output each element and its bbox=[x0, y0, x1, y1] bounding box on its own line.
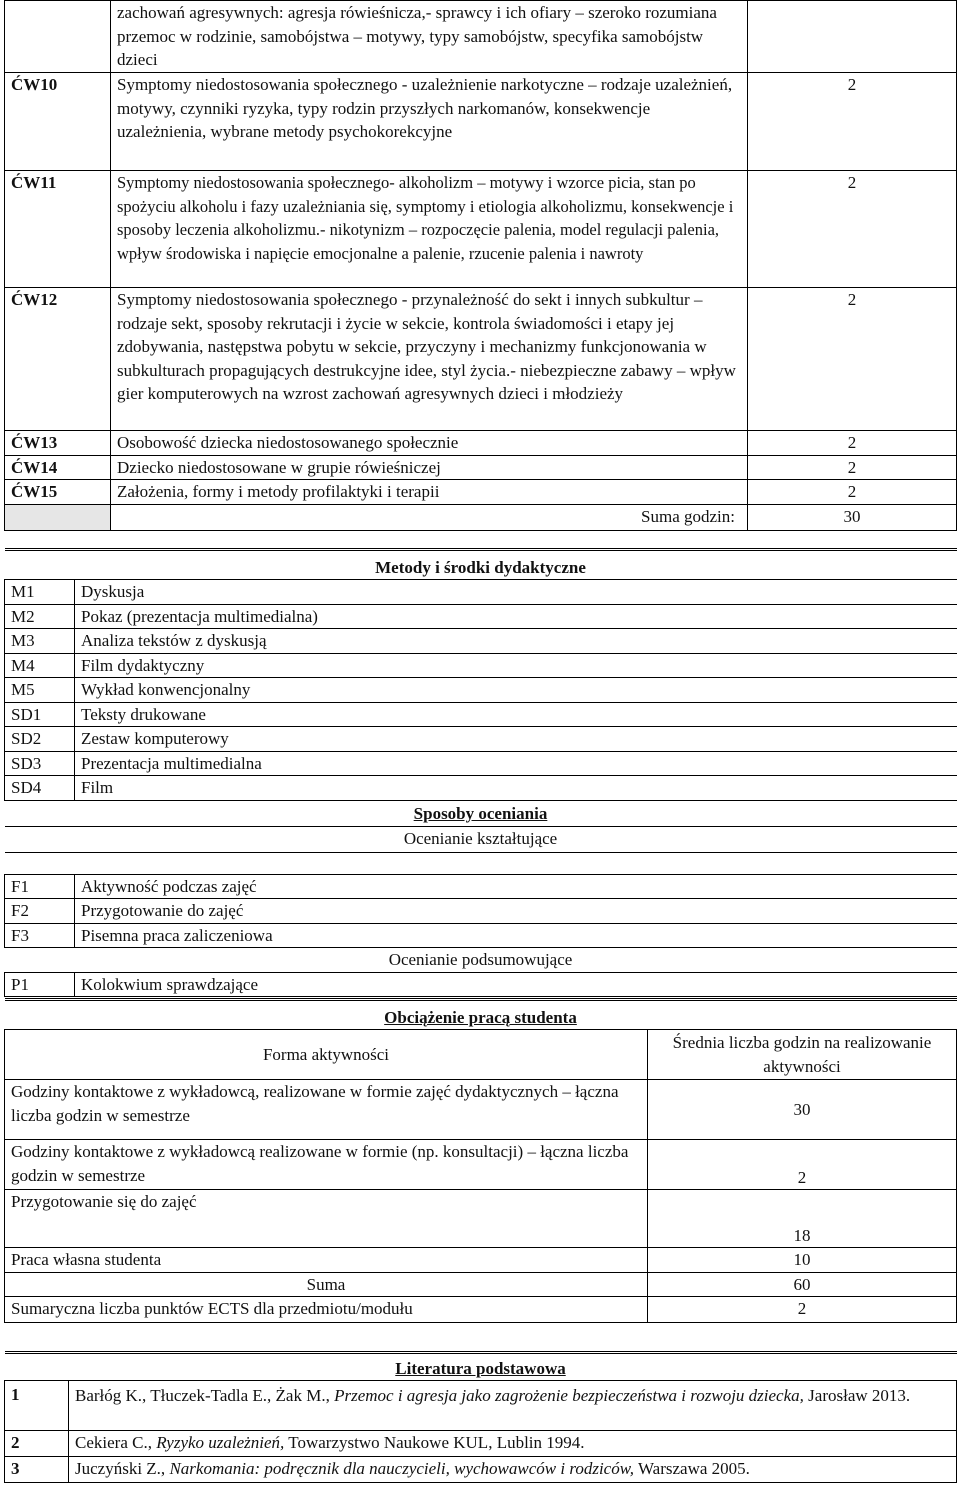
workload-title: Obciążenie pracą studenta bbox=[5, 1000, 957, 1030]
literature-item bbox=[5, 1457, 957, 1483]
class-code bbox=[5, 1, 111, 73]
class-topic: Symptomy niedostosowania społecznego - uzależnienie narkotyczne – rodzaje uzależnień, motywy, czynniki ryzyka, typy rodzin przyszłych narkomanów, konsekwencje uzależnienia, wybrane metody psychokorekcyjne bbox=[111, 73, 748, 171]
methods-table bbox=[4, 548, 957, 997]
literature-title-text: Ryzyko uzależnień, bbox=[156, 1433, 285, 1452]
literature-entry bbox=[69, 1431, 957, 1457]
class-code: ĆW12 bbox=[5, 288, 111, 431]
workload-header-row bbox=[5, 1000, 957, 1030]
class-hours: 2 bbox=[748, 73, 957, 171]
literature-publisher: Towarzystwo Naukowe KUL, Lublin 1994. bbox=[288, 1433, 585, 1452]
formative-text: Aktywność podczas zajęć bbox=[75, 874, 957, 899]
workload-value: 10 bbox=[648, 1248, 957, 1273]
sum-row bbox=[5, 504, 957, 530]
summative-title: Ocenianie podsumowujące bbox=[5, 948, 957, 973]
literature-header-row bbox=[5, 1353, 957, 1381]
literature-title-text: Narkomania: podręcznik dla nauczycieli, wychowawców i rodziców, bbox=[169, 1459, 635, 1478]
table-row bbox=[5, 874, 957, 899]
table-row bbox=[5, 480, 957, 505]
table-row bbox=[5, 899, 957, 924]
sum-value: 30 bbox=[748, 504, 957, 530]
workload-col-header bbox=[5, 1030, 957, 1080]
class-hours bbox=[748, 1, 957, 73]
workload-sum-value: 60 bbox=[648, 1272, 957, 1297]
classes-table bbox=[4, 0, 957, 531]
summative-header-row bbox=[5, 948, 957, 973]
sum-label: Suma godzin: bbox=[111, 504, 748, 530]
formative-text: Przygotowanie do zajęć bbox=[75, 899, 957, 924]
ects-row bbox=[5, 1297, 957, 1323]
class-hours: 2 bbox=[748, 455, 957, 480]
table-row bbox=[5, 678, 957, 703]
class-topic: zachowań agresywnych: agresja rówieśnicza,- sprawcy i ich ofiary – szeroko rozumiana przemoc w rodzinie, samobójstwa – motywy, typy samobójstw, specyfika samobójstw dzieci bbox=[111, 1, 748, 73]
class-code: ĆW10 bbox=[5, 73, 111, 171]
table-row bbox=[5, 751, 957, 776]
literature-num: 1 bbox=[5, 1381, 69, 1431]
literature-entry bbox=[69, 1457, 957, 1483]
class-topic: Osobowość dziecka niedostosowanego społecznie bbox=[111, 431, 748, 456]
spacer-row bbox=[5, 852, 957, 874]
table-row bbox=[5, 727, 957, 752]
sum-filler bbox=[5, 504, 111, 530]
methods-title: Metody i środki dydaktyczne bbox=[5, 550, 957, 580]
workload-value: 18 bbox=[648, 1190, 957, 1248]
literature-item bbox=[5, 1381, 957, 1431]
formative-code: F2 bbox=[5, 899, 75, 924]
workload-label: Przygotowanie się do zajęć bbox=[5, 1190, 648, 1248]
workload-table bbox=[4, 998, 957, 1323]
table-row bbox=[5, 653, 957, 678]
class-hours: 2 bbox=[748, 431, 957, 456]
method-text: Pokaz (prezentacja multimedialna) bbox=[75, 604, 957, 629]
table-row bbox=[5, 776, 957, 801]
ects-value: 2 bbox=[648, 1297, 957, 1323]
literature-publisher: Jarosław 2013. bbox=[808, 1386, 911, 1405]
class-code: ĆW11 bbox=[5, 171, 111, 288]
literature-item bbox=[5, 1431, 957, 1457]
formative-code: F3 bbox=[5, 923, 75, 948]
method-code: SD4 bbox=[5, 776, 75, 801]
table-row bbox=[5, 73, 957, 171]
table-row bbox=[5, 923, 957, 948]
method-text: Film bbox=[75, 776, 957, 801]
workload-sum-row bbox=[5, 1272, 957, 1297]
table-row bbox=[5, 288, 957, 431]
table-row bbox=[5, 455, 957, 480]
methods-header-row bbox=[5, 550, 957, 580]
workload-value: 30 bbox=[648, 1080, 957, 1140]
table-row bbox=[5, 1140, 957, 1190]
method-text: Zestaw komputerowy bbox=[75, 727, 957, 752]
table-row bbox=[5, 580, 957, 605]
assessment-header-row bbox=[5, 800, 957, 826]
workload-label: Praca własna studenta bbox=[5, 1248, 648, 1273]
hours-header: Średnia liczba godzin na realizowanie aktywności bbox=[648, 1030, 957, 1080]
table-row bbox=[5, 702, 957, 727]
method-text: Film dydaktyczny bbox=[75, 653, 957, 678]
table-row bbox=[5, 171, 957, 288]
literature-authors: Barłóg K., Tłuczek-Tadla E., Żak M., bbox=[75, 1386, 330, 1405]
spacer bbox=[5, 852, 957, 874]
literature-num: 3 bbox=[5, 1457, 69, 1483]
method-code: SD1 bbox=[5, 702, 75, 727]
table-row bbox=[5, 972, 957, 997]
table-row bbox=[5, 1248, 957, 1273]
method-code: M5 bbox=[5, 678, 75, 703]
literature-table bbox=[4, 1351, 957, 1483]
assessment-title: Sposoby oceniania bbox=[5, 800, 957, 826]
workload-label: Godziny kontaktowe z wykładowcą realizowane w formie (np. konsultacji) – łączna liczba godzin w semestrze bbox=[5, 1140, 648, 1190]
formative-text: Pisemna praca zaliczeniowa bbox=[75, 923, 957, 948]
table-row bbox=[5, 1190, 957, 1248]
class-code: ĆW14 bbox=[5, 455, 111, 480]
method-text: Teksty drukowane bbox=[75, 702, 957, 727]
literature-authors: Cekiera C., bbox=[75, 1433, 152, 1452]
class-topic: Założenia, formy i metody profilaktyki i terapii bbox=[111, 480, 748, 505]
literature-entry bbox=[69, 1381, 957, 1431]
class-hours: 2 bbox=[748, 288, 957, 431]
method-text: Wykład konwencjonalny bbox=[75, 678, 957, 703]
method-code: SD3 bbox=[5, 751, 75, 776]
method-code: SD2 bbox=[5, 727, 75, 752]
workload-sum-label: Suma bbox=[5, 1272, 648, 1297]
class-code: ĆW13 bbox=[5, 431, 111, 456]
method-text: Analiza tekstów z dyskusją bbox=[75, 629, 957, 654]
formative-header-row bbox=[5, 826, 957, 852]
workload-value: 2 bbox=[648, 1140, 957, 1190]
formative-code: F1 bbox=[5, 874, 75, 899]
table-row bbox=[5, 629, 957, 654]
table-row bbox=[5, 1, 957, 73]
table-row bbox=[5, 1080, 957, 1140]
workload-label: Godziny kontaktowe z wykładowcą, realizowane w formie zajęć dydaktycznych – łączna liczba godzin w semestrze bbox=[5, 1080, 648, 1140]
summative-code: P1 bbox=[5, 972, 75, 997]
form-header: Forma aktywności bbox=[5, 1030, 648, 1080]
literature-title: Literatura podstawowa bbox=[5, 1353, 957, 1381]
method-code: M1 bbox=[5, 580, 75, 605]
literature-authors: Juczyński Z., bbox=[75, 1459, 166, 1478]
class-topic: Dziecko niedostosowane w grupie rówieśniczej bbox=[111, 455, 748, 480]
method-code: M3 bbox=[5, 629, 75, 654]
literature-publisher: Warszawa 2005. bbox=[638, 1459, 750, 1478]
method-text: Dyskusja bbox=[75, 580, 957, 605]
formative-title: Ocenianie kształtujące bbox=[5, 826, 957, 852]
table-row bbox=[5, 604, 957, 629]
ects-label: Sumaryczna liczba punktów ECTS dla przedmiotu/modułu bbox=[5, 1297, 648, 1323]
class-code: ĆW15 bbox=[5, 480, 111, 505]
method-code: M4 bbox=[5, 653, 75, 678]
summative-text: Kolokwium sprawdzające bbox=[75, 972, 957, 997]
method-text: Prezentacja multimedialna bbox=[75, 751, 957, 776]
class-hours: 2 bbox=[748, 171, 957, 288]
class-topic: Symptomy niedostosowania społecznego- alkoholizm – motywy i wzorce picia, stan po spożyciu alkoholu i fazy uzależniania się, symptomy i etiologia alkoholizmu, konsekwencje i sposoby leczenia alkoholizmu.- nikotynizm – rozpoczęcie palenia, model regulacji palenia, wpływ środowiska i napięcie emocjonalne a palenie, rzucenie palenia i nawroty bbox=[111, 171, 748, 288]
literature-title-text: Przemoc i agresja jako zagrożenie bezpieczeństwa i rozwoju dziecka, bbox=[334, 1386, 804, 1405]
class-topic: Symptomy niedostosowania społecznego - przynależność do sekt i innych subkultur – rodzaje sekt, sposoby rekrutacji i życie w sekcie, kontrola świadomości i etapy jej zdobywania, następstwa pobytu w sekcie, przyczyny i mechanizmy funkcjonowania w subkulturach propagujących destrukcyjne idee, styl życia.- niebezpieczne zabawy – wpływ gier komputerowych na wzrost zachowań agresywnych dzieci i młodzieży bbox=[111, 288, 748, 431]
method-code: M2 bbox=[5, 604, 75, 629]
table-row bbox=[5, 431, 957, 456]
class-hours: 2 bbox=[748, 480, 957, 505]
literature-num: 2 bbox=[5, 1431, 69, 1457]
